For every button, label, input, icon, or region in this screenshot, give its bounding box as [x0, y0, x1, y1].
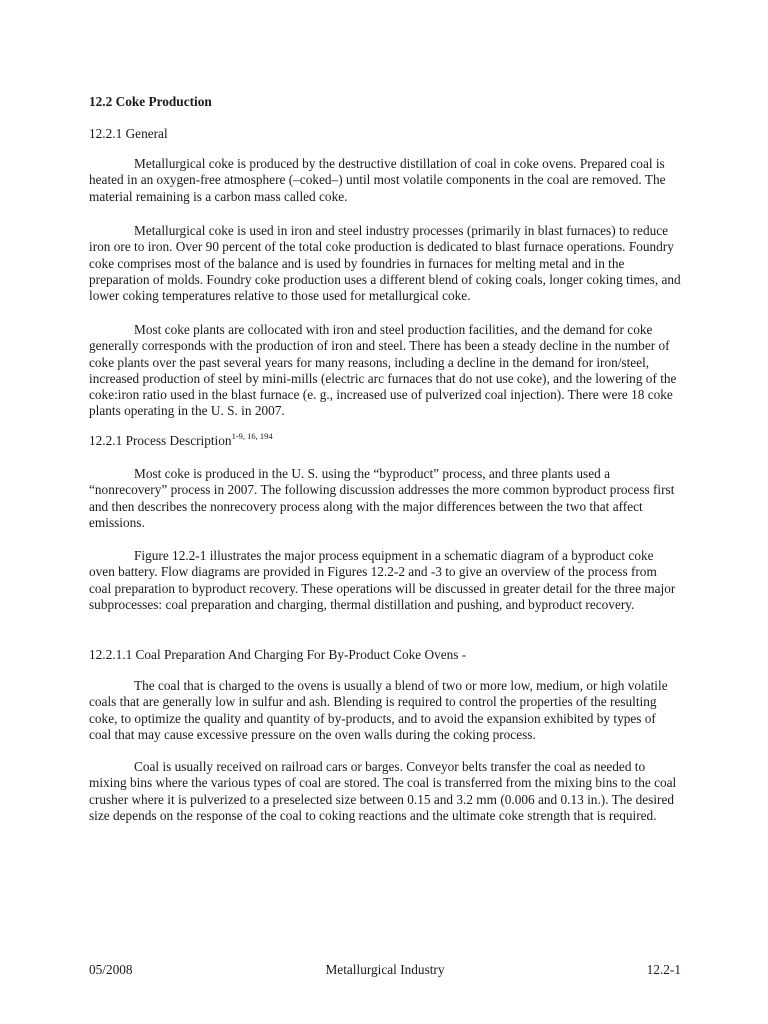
coal-prep-paragraph-2: Coal is usually received on railroad cars or barges. Conveyor belts transfer the coal as needed to mixing bins where the various types of coal are stored. The coal is transferred from the mixing bins to the coal crusher where it is pulverized to a preselected size between 0.15 and 3.2 mm (0.006 and 0.13 in.). The desired size depends on the response of the coal to coking reactions and the ultimate coke strength that is required. [89, 759, 677, 823]
process-heading [89, 430, 681, 449]
general-heading: 12.2.1 General [89, 126, 168, 141]
footer-page-number: 12.2-1 [646, 962, 681, 977]
process-paragraph-1: Most coke is produced in the U. S. using the “byproduct” process, and three plants used a “nonrecovery” process in 2007. The following discussion addresses the more common byproduct process first and then describes the nonrecovery process along with the major differences between the two that affect emissions. [89, 466, 675, 530]
general-paragraph-3: Most coke plants are collocated with iron and steel production facilities, and the demand for coke generally corresponds with the production of iron and steel. There has been a steady decline in the number of coke plants over the past several years for many reasons, including a decline in the demand for iron/steel, increased production of steel by mini-mills (electric arc furnaces that do not use coke), and the lowering of the coke:iron ratio used in the blast furnace (e. g., increased use of pulverized coal injection). There were 18 coke plants operating in the U. S. in 2007. [89, 322, 677, 419]
footer-date: 05/2008 [89, 962, 133, 977]
general-paragraph-2: Metallurgical coke is used in iron and steel industry processes (primarily in blast furnaces) to reduce iron ore to iron. Over 90 percent of the total coke production is dedicated to blast furnace operations. Foundry coke comprises most of the balance and is used by foundries in furnaces for melting metal and in the preparation of molds. Foundry coke production uses a different blend of coking coals, longer coking times, and lower coking temperatures relative to those used for metallurgical coke. [89, 223, 681, 304]
document-page [89, 0, 681, 1024]
general-paragraph-1: Metallurgical coke is produced by the destructive distillation of coal in coke ovens. Prepared coal is heated in an oxygen-free atmosphere (–coked–) until most volatile components in the coal are removed. The material remaining is a carbon mass called coke. [89, 156, 666, 204]
process-paragraph-2: Figure 12.2-1 illustrates the major process equipment in a schematic diagram of a byproduct coke oven battery. Flow diagrams are provided in Figures 12.2-2 and -3 to give an overview of the process from coal preparation to byproduct recovery. These operations will be discussed in greater detail for the three major subprocesses: coal preparation and charging, thermal distillation and pushing, and byproduct recovery. [89, 548, 676, 612]
page-footer [89, 962, 681, 978]
section-heading: 12.2 Coke Production [89, 94, 212, 109]
process-heading-text: 12.2.1 Process Description [89, 433, 232, 448]
coal-prep-paragraph-1: The coal that is charged to the ovens is usually a blend of two or more low, medium, or high volatile coals that are generally low in sulfur and ash. Blending is required to control the properties of the resulting coke, to optimize the quality and quantity of by-products, and to avoid the expansion exhibited by types of coal that may cause excessive pressure on the oven walls during the coking process. [89, 678, 668, 742]
footer-chapter: Metallurgical Industry [325, 962, 445, 977]
process-heading-refs: 1-9, 16, 194 [231, 430, 273, 441]
coal-prep-heading: 12.2.1.1 Coal Preparation And Charging For By-Product Coke Ovens - [89, 647, 467, 662]
